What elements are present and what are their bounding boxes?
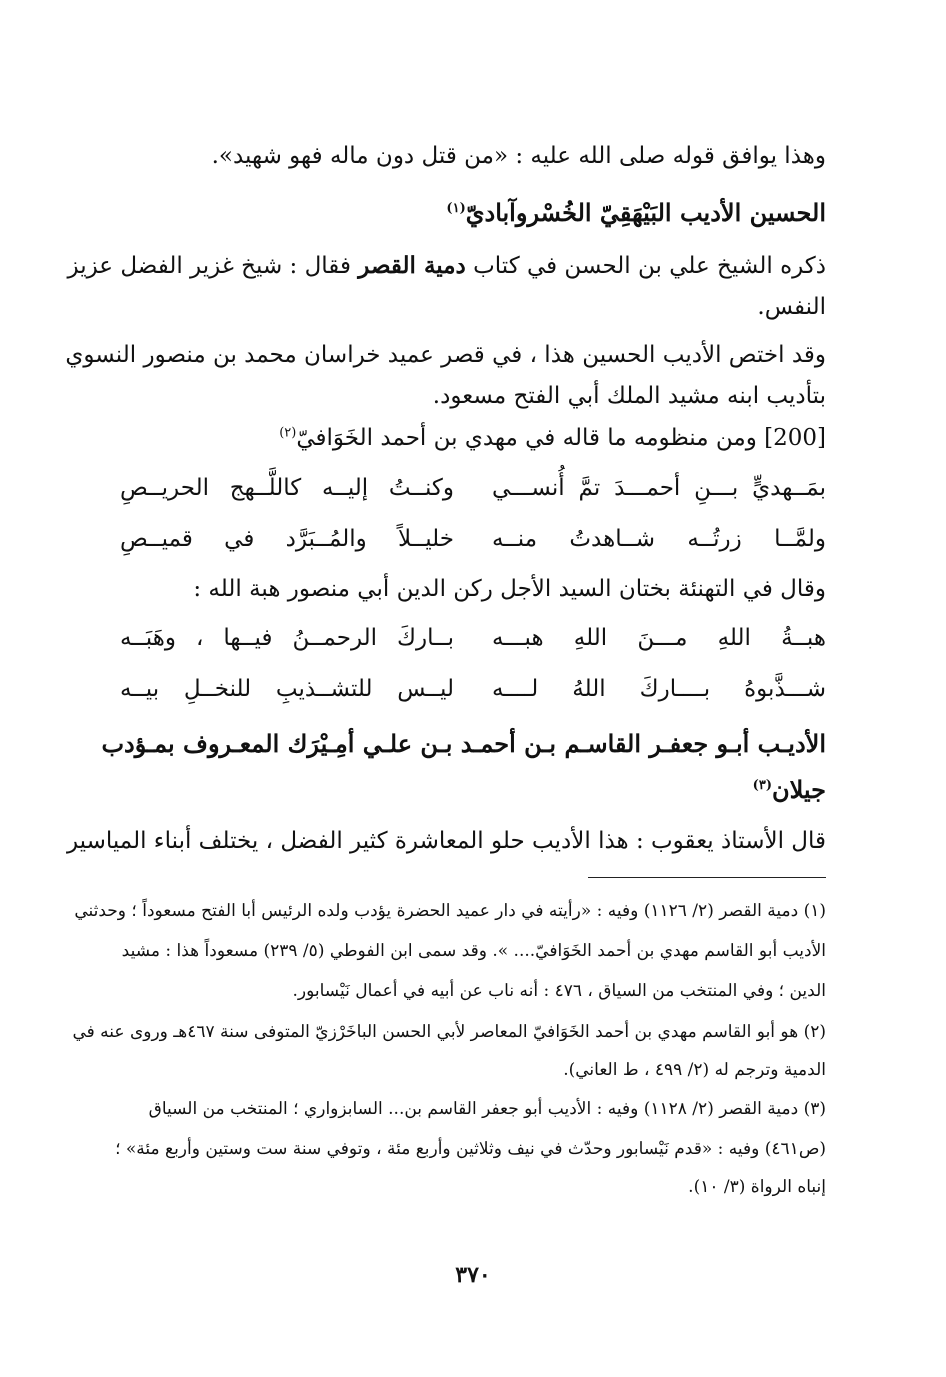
page-number: ٣٧٠ <box>455 1262 491 1288</box>
verse-2-first-hemistich: ولمَّــا زرتُــه شــاهدتُ منــه <box>492 526 826 552</box>
footnote-1-line-1: (١) دمية القصر (٢/ ١١٢٦) وفيه : «رأيته في دار عميد الحضرة يؤدب ولده الرئيس أبا الفتح مسعوداً ؛ وحدثني <box>74 901 826 921</box>
footnote-ref-2: (٢) <box>279 425 297 441</box>
footnote-ref-1: (١) <box>446 201 466 216</box>
verse-4 <box>120 671 826 707</box>
verse-3 <box>120 620 826 656</box>
footnote-2-line-1: (٢) هو أبو القاسم مهدي بن أحمد الخَوَافيّ المعاصر لأبي الحسن الباخَرْزيّ المتوفى سنة ٤٦٧هـ وروى عنه في <box>72 1022 826 1042</box>
verse-2-second-hemistich: خليــلاً والمُــبَرَّد في قميــصِ <box>120 526 454 552</box>
verse-4-first-hemistich: شـــذَّبوهُ بــــاركَ اللهُ لــــه <box>492 676 826 702</box>
footnote-2-line-2: الدمية وترجم له (٢/ ٤٩٩ ، ط العاني). <box>563 1060 826 1080</box>
poem-2-intro: وقال في التهنئة بختان السيد الأجل ركن الدين أبي منصور هبة الله : <box>193 576 826 602</box>
verse-1-second-hemistich: وكنــتُ إليــه كاللَّــهج الحريــصِ <box>120 475 454 501</box>
text-line-hadith: وهذا يوافق قوله صلى الله عليه : «من قتل دون ماله فهو شهيد». <box>211 143 826 169</box>
paragraph-1-post: فقال : شيخ غزير الفضل عزيز <box>67 253 351 279</box>
verse-1-first-hemistich: بمَــهديٍّ بـــنِ أحمـــدَ تمَّ أُنســـي <box>492 475 826 501</box>
footnote-separator <box>588 877 826 878</box>
book-title-dumyat-al-qasr: دمية القصر <box>358 252 466 279</box>
entry-heading-abu-jafar-text: جيلان <box>771 775 826 804</box>
verse-2 <box>120 521 826 557</box>
footnote-3-line-1: (٣) دمية القصر (٢/ ١١٢٨) وفيه : الأديب أبو جعفر القاسم بن... السابزواري ؛ المنتخب من السياق <box>148 1099 826 1119</box>
paragraph-1-line-2: النفس. <box>757 294 826 320</box>
footnote-ref-3: (٣) <box>752 778 772 793</box>
paragraph-3: قال الأستاذ يعقوب : هذا الأديب حلو المعاشرة كثير الفضل ، يختلف أبناء المياسير <box>66 828 826 854</box>
paragraph-2-line-2: بتأديب ابنه مشيد الملك أبي الفتح مسعود. <box>432 383 826 409</box>
verse-3-first-hemistich: هبــةُ اللهِ مـــنَ اللهِ هبـــه <box>492 625 826 651</box>
verse-3-second-hemistich: بــاركَ الرحمــنُ فيــها ، وهَبَــه <box>120 625 454 651</box>
verse-1 <box>120 470 826 506</box>
entry-heading-husayn-text: الحسين الأديب البَيْهَقِيّ الخُسْروآباديّ <box>465 198 826 227</box>
verse-4-second-hemistich: ليــس للتشــذيبِ للنخــلِ بيــه <box>120 676 454 702</box>
paragraph-1-pre: ذكره الشيخ علي بن الحسن في كتاب <box>473 253 826 279</box>
paragraph-2-line-1: وقد اختص الأديب الحسين هذا ، في قصر عميد خراسان محمد بن منصور النسوي <box>65 342 826 368</box>
footnote-1-line-2: الأديب أبو القاسم مهدي بن أحمد الخَوَافيّ.... ». وقد سمى ابن الفوطي (٥/ ٢٣٩) مسعوداً هذا : مشيد <box>121 941 826 961</box>
entry-heading-husayn <box>120 196 826 230</box>
footnote-3-line-2: (ص٤٦١) وفيه : «قدم نَيْسابور وحدّث في نيف وثلاثين وأربع مئة ، وتوفي سنة ست وستين وأربع مئة» ؛ <box>115 1139 826 1159</box>
entry-heading-abu-jafar-line-2 <box>120 773 826 807</box>
poem-intro-text: [200] ومن منظومه ما قاله في مهدي بن أحمد الخَوَافيّ <box>296 425 826 451</box>
footnote-3-line-3: إنباه الرواة (٣/ ١٠). <box>688 1177 826 1197</box>
entry-heading-abu-jafar-line-1: الأديـب أبـو جعفـر القاسـم بـن أحمـد بـن علـي أمِـيْرَك المعـروف بمـؤدب <box>101 729 826 758</box>
footnote-1-line-3: الدين ؛ وفي المنتخب من السياق ، ٤٧٦ : أنه ناب عن أبيه في أعمال نَيْسابور. <box>292 981 826 1001</box>
poem-intro <box>120 421 826 455</box>
paragraph-1-line-1 <box>67 249 826 283</box>
